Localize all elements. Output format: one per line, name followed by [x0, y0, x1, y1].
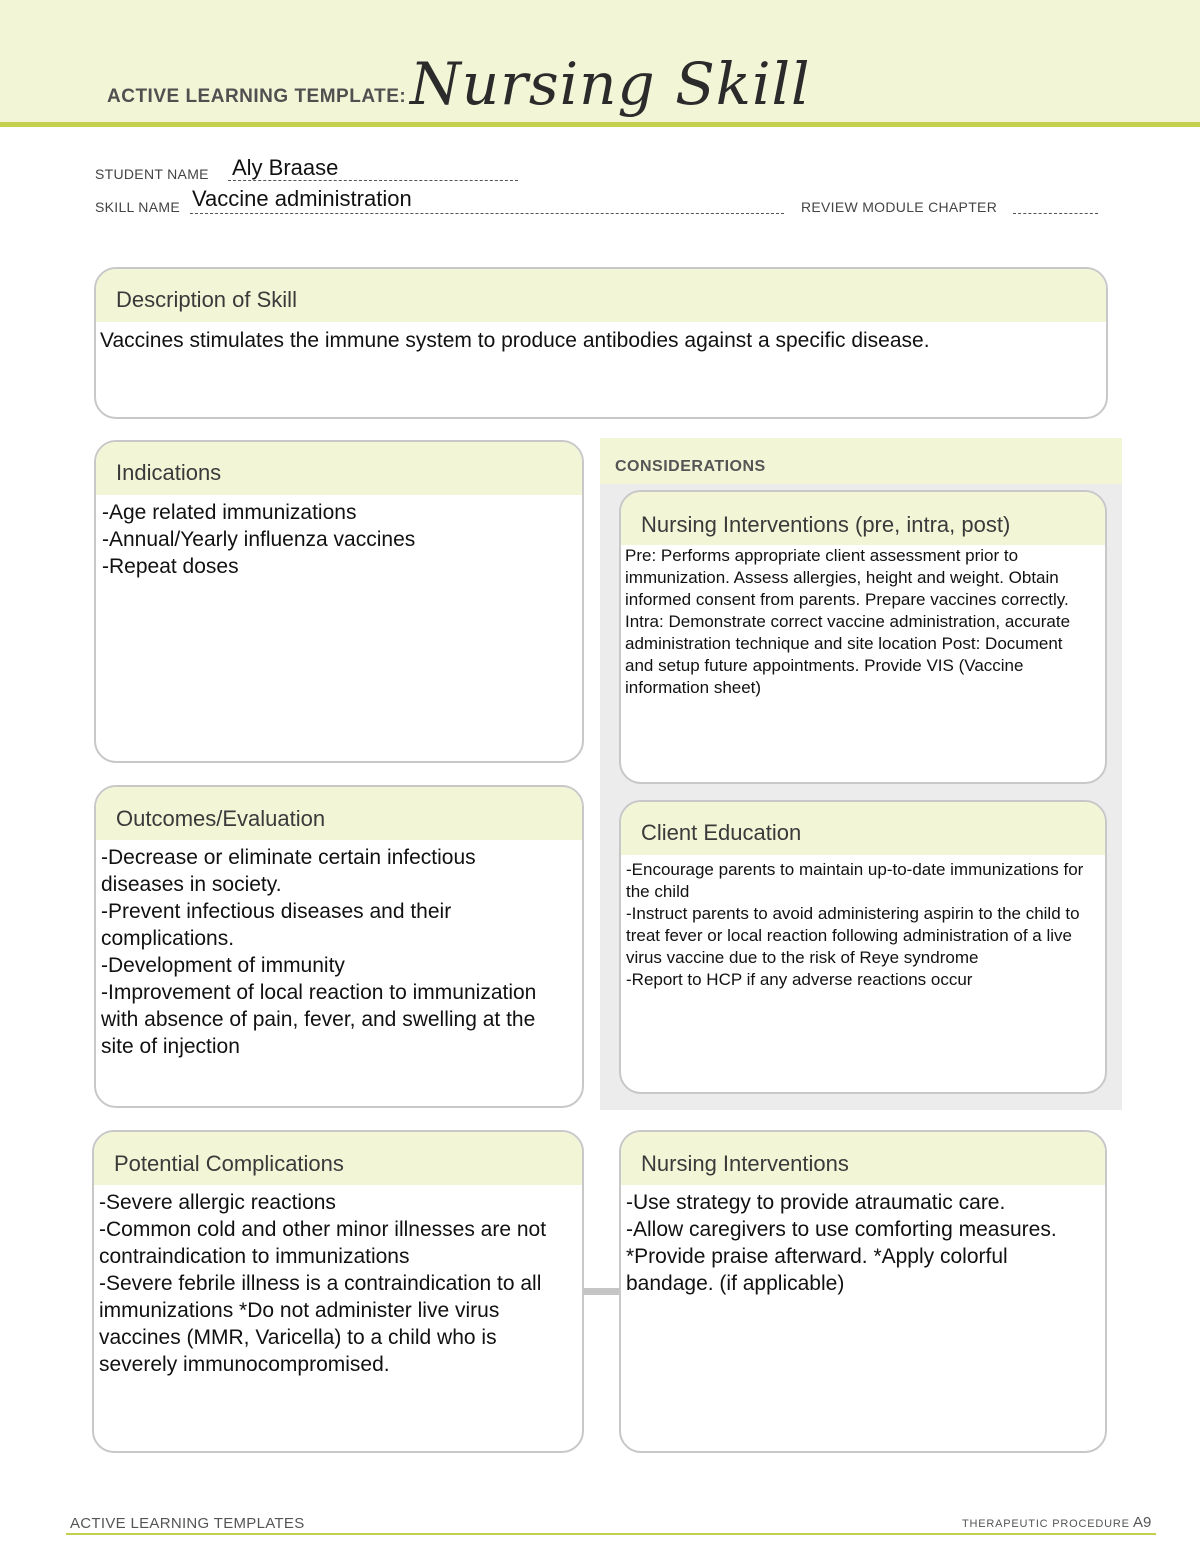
- skill-name-field[interactable]: Vaccine administration: [192, 186, 412, 211]
- template-label: ACTIVE LEARNING TEMPLATE:: [107, 86, 407, 107]
- potential-complications-box: [92, 1130, 584, 1453]
- student-name-label: STUDENT NAME: [95, 166, 209, 182]
- considerations-label: CONSIDERATIONS: [615, 458, 766, 475]
- nursing-interventions-header: [621, 1132, 1105, 1185]
- client-education-header: [621, 802, 1105, 855]
- nursing-interventions-ppp-header: [621, 492, 1105, 545]
- connector-bar: [583, 1288, 621, 1295]
- student-name-field[interactable]: Aly Braase: [232, 155, 339, 180]
- outcomes-header: [96, 787, 582, 840]
- indications-text[interactable]: -Age related immunizations -Annual/Yearly influenza vaccines -Repeat doses: [102, 501, 416, 578]
- description-header: [96, 269, 1106, 322]
- outcomes-text[interactable]: -Decrease or eliminate certain infectious diseases in society. -Prevent infectious diseases and their complications. -Development of immunity -Improvement of local reaction to immunization with absence of pain, fever, and swelling at the site of injection: [101, 846, 537, 1058]
- nursing-interventions-box: [619, 1130, 1107, 1453]
- review-module-label: REVIEW MODULE CHAPTER: [801, 199, 998, 215]
- client-education-box: [619, 800, 1107, 1094]
- footer-right: THERAPEUTIC PROCEDURE: [962, 1518, 1130, 1530]
- skill-name-line: [190, 213, 784, 214]
- indications-box: [94, 440, 584, 763]
- outcomes-box: [94, 785, 584, 1108]
- description-text[interactable]: Vaccines stimulates the immune system to produce antibodies against a specific disease.: [100, 329, 930, 352]
- skill-name-label: SKILL NAME: [95, 199, 180, 215]
- nursing-interventions-ppp-title: Nursing Interventions (pre, intra, post): [641, 512, 1011, 537]
- page-number: A9: [1133, 1514, 1152, 1531]
- potential-complications-text[interactable]: -Severe allergic reactions -Common cold and other minor illnesses are not contraindication to immunizations -Severe febrile illness is a contraindication to all immunizations *Do not administer live virus vaccines (MMR, Varicella) to a child who is severely immunocompromised.: [99, 1191, 547, 1376]
- potential-complications-header: [94, 1132, 582, 1185]
- client-education-text[interactable]: -Encourage parents to maintain up-to-date immunizations for the child -Instruct parents to avoid administering aspirin to the child to treat fever or local reaction following administration of a live virus vaccine due to the risk of Reye syndrome -Report to HCP if any adverse reactions occur: [626, 860, 1084, 989]
- footer-rule: [66, 1533, 1156, 1535]
- indications-header: [96, 442, 582, 495]
- footer-left: ACTIVE LEARNING TEMPLATES: [70, 1515, 305, 1532]
- nursing-interventions-ppp-text[interactable]: Pre: Performs appropriate client assessment prior to immunization. Assess allergies, height and weight. Obtain informed consent from parents. Prepare vaccines correctly. Intra: Demonstrate correct vaccine administration, accurate administration technique and site location Post: Document and setup future appointments. Provide VIS (Vaccine information sheet): [625, 546, 1071, 697]
- potential-complications-title: Potential Complications: [114, 1151, 344, 1176]
- description-box: [94, 267, 1108, 419]
- nursing-interventions-title: Nursing Interventions: [641, 1151, 849, 1176]
- header-rule: [0, 122, 1200, 127]
- review-module-field[interactable]: [1013, 213, 1098, 214]
- client-education-title: Client Education: [641, 820, 802, 845]
- indications-title: Indications: [116, 460, 222, 485]
- page-title: Nursing Skill: [410, 50, 811, 118]
- nursing-interventions-text[interactable]: -Use strategy to provide atraumatic care. -Allow caregivers to use comforting measures. *Provide praise afterward. *Apply colorful bandage. (if applicable): [626, 1191, 1057, 1295]
- description-title: Description of Skill: [116, 287, 297, 312]
- outcomes-title: Outcomes/Evaluation: [116, 806, 326, 831]
- nursing-interventions-ppp-box: [619, 490, 1107, 784]
